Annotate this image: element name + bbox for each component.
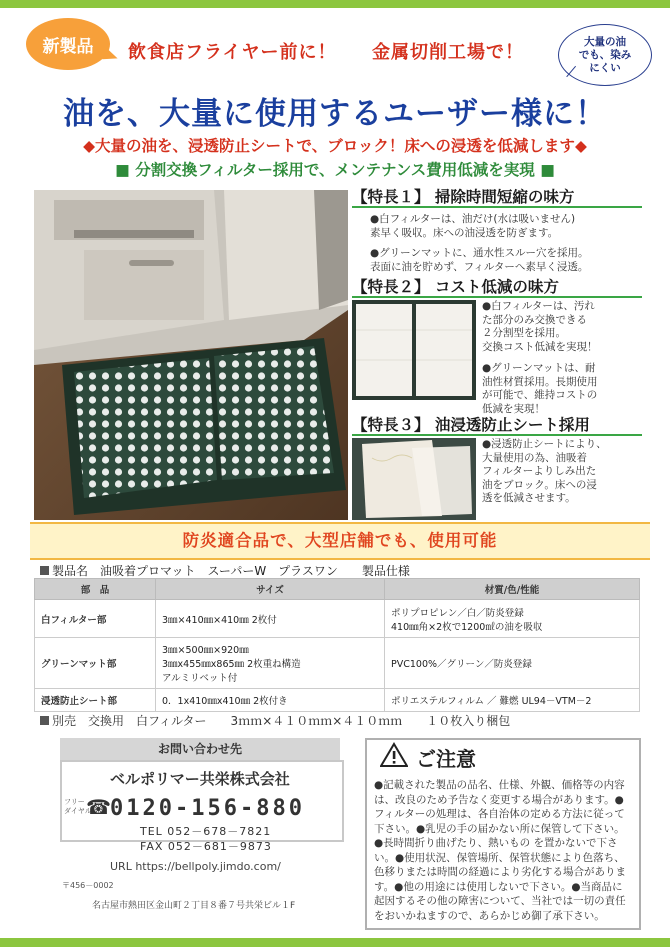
- feature-text-line: た部分のみ交換できる: [482, 313, 587, 326]
- headline-factory: 金属切削工場で！: [372, 42, 524, 63]
- feature-text-line: 素早く吸収。床への油浸透を防ぎます。: [370, 226, 559, 239]
- square-icon: [40, 716, 49, 725]
- spec-material-line: PVC100%／グリーン／防炎登録: [391, 659, 532, 670]
- spec-header: 材質/色/性能: [385, 579, 640, 600]
- website-url[interactable]: URL https://bellpoly.jimdo.com/: [110, 860, 281, 873]
- divider: [352, 296, 642, 298]
- feature-text-line: 表面に油を貯めず、フィルターへ素早く浸透。: [370, 260, 589, 273]
- feature-2-text: [482, 300, 642, 416]
- new-product-badge: 新製品: [26, 18, 110, 70]
- spec-header: 部 品: [35, 579, 156, 600]
- spec-table: [34, 578, 640, 712]
- feature-text-line: ●白フィルターは、汚れ: [482, 300, 595, 312]
- spec-part: 白フィルター部: [35, 600, 156, 638]
- bottom-green-bar: [0, 938, 670, 947]
- spec-size-line: 3㎜×500㎜×920㎜: [162, 645, 249, 656]
- feature-text-line: 油性材質採用。長期使用: [482, 375, 598, 388]
- spec-size-line: 3㎜x455㎜x865㎜ 2枚重ね構造: [162, 659, 301, 670]
- feature-1-text: [370, 213, 650, 274]
- spec-part: グリーンマット部: [35, 638, 156, 689]
- speech-bubble: [558, 24, 652, 86]
- divider: [352, 434, 642, 436]
- warning-icon: [380, 742, 408, 772]
- bubble-line-2: でも、染み: [578, 48, 632, 61]
- bubble-line-1: 大量の油: [584, 35, 626, 48]
- subtitle-2-text: 分割交換フィルター採用で、メンテナンス費用低減を実現: [135, 161, 535, 179]
- subtitle-1-text: 大量の油を、浸透防止シートで、ブロック！床への浸透を低減します: [95, 137, 575, 155]
- top-green-bar: [0, 0, 670, 8]
- postal-code: 〒456－0002: [62, 881, 114, 890]
- table-row: [35, 600, 640, 638]
- feature-text-line: が可能で、維持コストの: [482, 389, 598, 401]
- feature-text-line: ●浸透防止シートにより、: [482, 438, 607, 450]
- free-dial-label-line: ダイヤル: [64, 807, 92, 815]
- feature-text-line: フィルターよりしみ出た: [482, 465, 597, 477]
- spec-material-line: 410㎜角×2枚で1200㎖の油を吸収: [391, 621, 543, 633]
- feature-text-line: 低減を実現！: [482, 402, 545, 415]
- bubble-line-3: にくい: [589, 61, 621, 74]
- spec-size: [156, 638, 385, 689]
- spec-title: [40, 562, 410, 579]
- spec-size: [156, 600, 385, 638]
- spec-material: [385, 600, 640, 638]
- caution-text: ●記載された製品の品名、仕様、外観、価格等の内容は、改良のため予告なく変更する場合があります。●フィルターの処理は、各自治体の定める方法に従って下さい。●乳児の手の届かない所に保管して下さい。●長時間折り曲げたり、熱いもの を置かないで下さい。●使用状況、保管場所、保管状態により色落ち、色移りまたは時間の経過により劣化する場合があります。●他の用途には使用しないで下さい。●当商品に起因するその他の障害について、当社では一切の責任をおいかねますので、あらかじめ御了承下さい。: [374, 779, 626, 922]
- filter-photo: [352, 300, 476, 400]
- table-row: [35, 689, 640, 712]
- subtitle-2: [0, 158, 670, 180]
- phone-icon: ☎: [86, 795, 111, 819]
- feature-text-line: ●グリーンマットに、通水性スルー穴を採用。: [370, 247, 589, 259]
- square-icon: [40, 566, 49, 575]
- spec-size-line: 0．1x410㎜x410㎜ 2枚付き: [162, 696, 288, 707]
- feature-2-title: 【特長２】 コスト低減の味方: [352, 278, 559, 296]
- feature-text-line: 透を低減させます。: [482, 492, 576, 504]
- spec-size-line: アルミリベット付: [162, 673, 238, 684]
- tel-number[interactable]: TEL 052－678－7821: [140, 825, 272, 838]
- diamond-icon: ◆: [574, 137, 587, 155]
- main-title: 油を、大量に使用するユーザー様に！: [63, 96, 607, 132]
- fire-retardant-banner: 防炎適合品で、大型店舗でも、使用可能: [30, 522, 650, 560]
- square-icon: ■: [540, 161, 555, 179]
- feature-1-title: 【特長１】 掃除時間短縮の味方: [352, 188, 575, 206]
- separate-sale-text: 別売 交換用 白フィルター 3ｍｍ×４１０ｍｍ×４１０ｍｍ １０枚入り梱包: [52, 714, 511, 728]
- spec-material: [385, 689, 640, 712]
- fax-number: FAX 052－681－9873: [140, 840, 272, 853]
- feature-text-line: ●グリーンマットは、耐: [482, 362, 596, 374]
- diamond-icon: ◆: [83, 137, 96, 155]
- product-photo: [34, 190, 348, 520]
- spec-part: 浸透防止シート部: [35, 689, 156, 712]
- sheet-photo: [352, 438, 476, 520]
- contact-header: お問い合わせ先: [60, 738, 340, 760]
- feature-text-line: ２分割型を採用。: [482, 327, 566, 339]
- divider: [352, 206, 642, 208]
- free-dial-label-line: フリー: [64, 798, 85, 806]
- subtitle-1: [0, 134, 670, 156]
- spec-material-line: ポリエステルフィルム ／ 難燃 UL94－VTM－2: [391, 696, 592, 707]
- feature-text-line: 大量使用の為、油吸着: [482, 451, 587, 464]
- spec-size: [156, 689, 385, 712]
- feature-3-text: [482, 438, 642, 506]
- free-dial-number[interactable]: 0120-156-880: [110, 796, 305, 821]
- spec-header: サイズ: [156, 579, 385, 600]
- spec-size-line: 3㎜×410㎜×410㎜ 2枚付: [162, 614, 277, 626]
- square-icon: ■: [115, 161, 130, 179]
- feature-text-line: ●白フィルターは、油だけ(水は吸いません): [370, 213, 576, 225]
- spec-title-text: 製品名 油吸着プロマット スーパーW プラスワン 製品仕様: [52, 564, 410, 578]
- address: 名古屋市熱田区金山町２丁目８番７号共栄ビル１F: [92, 901, 296, 911]
- feature-3-title: 【特長３】 油浸透防止シート採用: [352, 416, 590, 434]
- headline-restaurant: 飲食店フライヤー前に！: [128, 42, 337, 63]
- spec-material: [385, 638, 640, 689]
- separate-sale: [40, 712, 510, 729]
- spec-material-line: ポリプロピレン／白／防炎登録: [391, 607, 524, 619]
- company-name: ベルポリマー共栄株式会社: [110, 770, 290, 788]
- feature-text-line: 油をブロック。床への浸: [482, 478, 597, 491]
- caution-title: ご注意: [416, 747, 476, 771]
- feature-text-line: 交換コスト低減を実現！: [482, 340, 598, 353]
- table-row: [35, 638, 640, 689]
